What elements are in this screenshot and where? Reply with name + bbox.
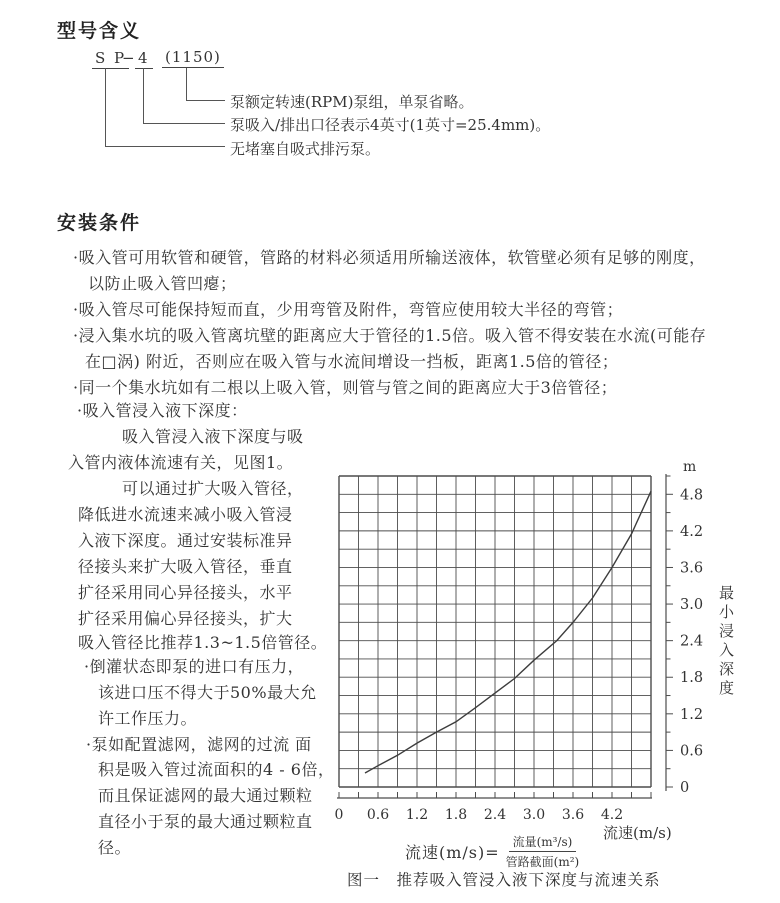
- condition-line: 而且保证滤网的最大通过颗粒: [98, 786, 313, 805]
- y-tick-label: 0.6: [680, 743, 704, 760]
- model-code-dash: −: [122, 49, 137, 67]
- min-depth-curve: [365, 491, 651, 773]
- x-tick-label: 3.6: [561, 807, 585, 823]
- y-tick-label: 0: [680, 780, 690, 796]
- chart-y-axis-title: 最小浸入深度: [717, 585, 735, 699]
- x-tick-label: 0.6: [366, 807, 390, 823]
- condition-line: ·浸入集水坑的吸入管离坑壁的距离应大于管径的1.5倍。吸入管不得安装在水流(可能存: [73, 326, 707, 345]
- y-tick-label: 3.0: [680, 597, 704, 614]
- condition-line: 在□涡) 附近，否则应在吸入管与水流间增设一挡板，距离1.5倍的管径；: [85, 352, 619, 371]
- section-title-install: 安装条件: [57, 213, 142, 234]
- y-tick-label: 1.8: [680, 670, 704, 687]
- x-tick-label: 1.2: [405, 807, 429, 823]
- formula-denominator: 管路截面(m²): [505, 855, 580, 869]
- condition-line: 降低进水流速来减小吸入管浸: [78, 505, 293, 524]
- callout-rated-speed: 泵额定转速(RPM)泵组，单泵省略。: [230, 93, 474, 111]
- condition-line: 径。: [98, 838, 132, 857]
- formula-fraction: [506, 833, 580, 870]
- callout-connector-vertical: [186, 68, 187, 101]
- condition-line: 扩径采用同心异径接头，水平: [78, 583, 293, 602]
- condition-line: 许工作压力。: [98, 709, 198, 728]
- formula-lhs: 流速(m/s)=: [405, 843, 500, 862]
- condition-line: ·吸入管尽可能保持短而直，少用弯管及附件，弯管应使用较大半径的弯管；: [73, 300, 624, 319]
- condition-line: 直径小于泵的最大通过颗粒直: [98, 812, 313, 831]
- condition-line: 径接头来扩大吸入管径，垂直: [78, 557, 293, 576]
- x-tick-label: 4.2: [600, 807, 624, 823]
- condition-line: 该进口压不得大于50%最大允: [98, 683, 317, 702]
- condition-line: 以防止吸入管凹瘪；: [88, 274, 237, 293]
- condition-line: 可以通过扩大吸入管径，: [122, 479, 304, 498]
- velocity-formula: [405, 833, 579, 870]
- y-axis-unit-label: m: [683, 459, 697, 475]
- section-title-model: 型号含义: [57, 21, 142, 42]
- y-tick-label: 4.2: [680, 523, 704, 540]
- condition-line: ·吸入管浸入液下深度：: [77, 401, 248, 420]
- condition-line: 扩径采用偏心异径接头，扩大: [78, 609, 293, 628]
- x-tick-label: 3.0: [522, 807, 546, 823]
- x-tick-label: 0: [334, 807, 344, 823]
- figure-caption: 图一 推荐吸入管浸入液下深度与流速关系: [347, 871, 661, 889]
- x-tick-label: 1.8: [444, 807, 468, 823]
- model-code-speed: (1150): [162, 48, 224, 68]
- model-code-prefix: S P: [92, 49, 129, 69]
- callout-connector-vertical: [143, 68, 144, 124]
- condition-line: 积是吸入管过流面积的4 - 6倍，: [98, 760, 335, 779]
- y-tick-label: 3.6: [680, 560, 704, 577]
- callout-connector-horizontal: [105, 146, 225, 147]
- condition-line: ·吸入管可用软管和硬管，管路的材料必须适用所输送液体，软管壁必须有足够的刚度，: [73, 248, 706, 267]
- callout-port-size: 泵吸入/排出口径表示4英寸(1英寸=25.4mm)。: [230, 116, 551, 134]
- condition-line: 吸入管径比推荐1.3~1.5倍管径。: [78, 633, 328, 652]
- model-code-size: 4: [135, 49, 153, 69]
- condition-line: ·泵如配置滤网，滤网的过流 面: [86, 735, 312, 754]
- condition-line: 入液下深度。通过安装标准异: [78, 531, 293, 550]
- y-tick-label: 2.4: [680, 633, 704, 650]
- condition-line: 吸入管浸入液下深度与吸: [122, 427, 304, 446]
- callout-connector-vertical: [105, 68, 106, 147]
- x-tick-label: 2.4: [483, 807, 507, 823]
- callout-pump-type: 无堵塞自吸式排污泵。: [230, 140, 381, 158]
- callout-connector-horizontal: [143, 123, 225, 124]
- condition-line: 入管内液体流速有关，见图1。: [68, 453, 294, 472]
- condition-line: ·倒灌状态即泵的进口有压力，: [84, 657, 305, 676]
- y-tick-label: 4.8: [680, 487, 704, 504]
- formula-numerator: 流量(m³/s): [509, 833, 577, 852]
- y-tick-label: 1.2: [680, 706, 704, 723]
- condition-line: ·同一个集水坑如有二根以上吸入管，则管与管之间的距离应大于3倍管径；: [73, 378, 618, 397]
- chart-x-axis-title: 流速(m/s): [603, 824, 672, 842]
- callout-connector-horizontal: [186, 100, 225, 101]
